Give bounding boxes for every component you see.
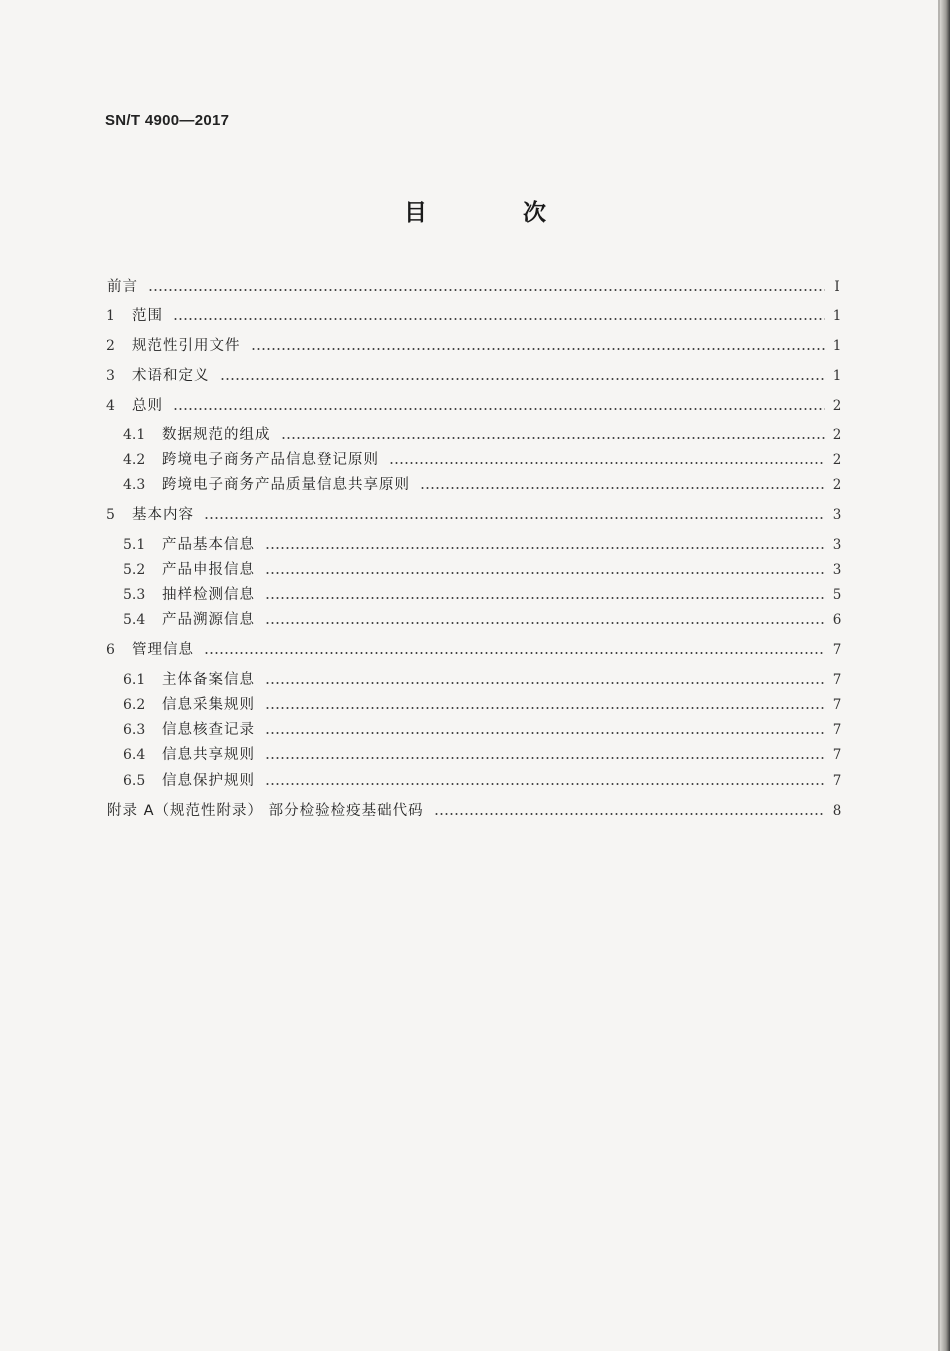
toc-entry[interactable] bbox=[0, 396, 950, 416]
toc-entry-label: 信息采集规则 bbox=[162, 697, 255, 713]
toc-entry-number: 1 bbox=[106, 308, 115, 324]
toc-leader-dots bbox=[265, 732, 825, 734]
toc-leader-dots bbox=[265, 597, 825, 599]
toc-entry-label: 信息共享规则 bbox=[162, 747, 255, 763]
toc-entry-label: 数据规范的组成 bbox=[162, 427, 271, 443]
toc-leader-dots bbox=[265, 682, 825, 684]
toc-leader-dots bbox=[265, 757, 825, 759]
toc-entry-label: 基本内容 bbox=[132, 507, 194, 523]
toc-entry-page: 7 bbox=[832, 722, 842, 738]
toc-entry-page: 7 bbox=[832, 697, 842, 713]
toc-entry-label: 附录 A（规范性附录） 部分检验检疫基础代码 bbox=[107, 803, 424, 819]
toc-entry-number: 5.3 bbox=[123, 587, 146, 603]
toc-entry-number: 6.4 bbox=[123, 747, 146, 763]
toc-entry[interactable] bbox=[0, 366, 950, 386]
toc-leader-dots bbox=[265, 547, 825, 549]
toc-entry-label: 前言 bbox=[107, 279, 138, 295]
toc-entry-number: 3 bbox=[106, 368, 115, 384]
toc-entry-page: 2 bbox=[832, 427, 842, 443]
toc-leader-dots bbox=[265, 707, 825, 709]
toc-entry-number: 6.3 bbox=[123, 722, 146, 738]
toc-entry[interactable] bbox=[0, 336, 950, 356]
toc-entry-number: 4.3 bbox=[123, 477, 146, 493]
toc-entry-number: 6 bbox=[106, 642, 115, 658]
toc-leader-dots bbox=[220, 378, 826, 380]
toc-entry-label: 跨境电子商务产品质量信息共享原则 bbox=[162, 477, 410, 493]
toc-entry[interactable] bbox=[0, 560, 950, 580]
toc-entry-number: 5.2 bbox=[123, 562, 146, 578]
toc-leader-dots bbox=[148, 289, 825, 291]
toc-entry[interactable] bbox=[0, 771, 950, 791]
toc-entry-page: 6 bbox=[832, 612, 842, 628]
toc-entry-page: 7 bbox=[832, 773, 842, 789]
toc-entry-number: 6.2 bbox=[123, 697, 146, 713]
toc-entry-page: I bbox=[834, 279, 840, 295]
toc-entry-page: 2 bbox=[832, 398, 842, 414]
toc-entry[interactable] bbox=[0, 720, 950, 740]
toc-entry-page: 8 bbox=[832, 803, 842, 819]
toc-entry-label: 范围 bbox=[132, 308, 163, 324]
toc-entry-label: 主体备案信息 bbox=[162, 672, 255, 688]
toc-entry-number: 6.5 bbox=[123, 773, 146, 789]
toc-entry-label: 信息保护规则 bbox=[162, 773, 255, 789]
toc-entry[interactable] bbox=[0, 306, 950, 326]
toc-entry-label: 管理信息 bbox=[132, 642, 194, 658]
toc-entry-label: 产品申报信息 bbox=[162, 562, 255, 578]
toc-entry-page: 2 bbox=[832, 477, 842, 493]
toc-entry-label: 产品基本信息 bbox=[162, 537, 255, 553]
toc-entry[interactable] bbox=[0, 585, 950, 605]
toc-entry-number: 6.1 bbox=[123, 672, 146, 688]
toc-entry[interactable] bbox=[0, 695, 950, 715]
standard-number: SN/T 4900—2017 bbox=[105, 112, 230, 129]
toc-entry-number: 4.1 bbox=[123, 427, 146, 443]
toc-leader-dots bbox=[420, 487, 825, 489]
toc-entry-label: 总则 bbox=[132, 398, 163, 414]
toc-leader-dots bbox=[281, 437, 826, 439]
toc-entry-page: 1 bbox=[832, 308, 842, 324]
toc-leader-dots bbox=[173, 318, 825, 320]
toc-entry[interactable] bbox=[0, 535, 950, 555]
toc-entry-page: 3 bbox=[832, 507, 842, 523]
toc-entry-label: 产品溯源信息 bbox=[162, 612, 255, 628]
toc-entry-number: 4 bbox=[106, 398, 115, 414]
toc-leader-dots bbox=[389, 462, 825, 464]
toc-leader-dots bbox=[265, 572, 825, 574]
toc-entry-page: 1 bbox=[832, 368, 842, 384]
toc-leader-dots bbox=[434, 813, 825, 815]
toc-entry[interactable] bbox=[0, 670, 950, 690]
toc-leader-dots bbox=[204, 517, 825, 519]
toc-entry-page: 5 bbox=[832, 587, 842, 603]
toc-entry-page: 3 bbox=[832, 537, 842, 553]
toc-leader-dots bbox=[173, 408, 825, 410]
toc-leader-dots bbox=[251, 348, 826, 350]
toc-entry-label: 抽样检测信息 bbox=[162, 587, 255, 603]
toc-entry[interactable] bbox=[0, 475, 950, 495]
toc-entry-number: 5.1 bbox=[123, 537, 146, 553]
toc-entry[interactable] bbox=[0, 640, 950, 660]
scan-edge-shadow bbox=[940, 0, 950, 1351]
toc-entry-page: 7 bbox=[832, 642, 842, 658]
toc-entry[interactable] bbox=[0, 425, 950, 445]
toc-entry[interactable] bbox=[0, 745, 950, 765]
toc-entry-page: 7 bbox=[832, 672, 842, 688]
toc-leader-dots bbox=[204, 652, 825, 654]
toc-entry[interactable] bbox=[0, 277, 950, 297]
toc-entry-label: 跨境电子商务产品信息登记原则 bbox=[162, 452, 379, 468]
toc-entry-number: 2 bbox=[106, 338, 115, 354]
toc-entry-page: 7 bbox=[832, 747, 842, 763]
toc-entry-page: 1 bbox=[832, 338, 842, 354]
toc-entry-label: 规范性引用文件 bbox=[132, 338, 241, 354]
toc-entry-label: 术语和定义 bbox=[132, 368, 210, 384]
toc-entry-label: 信息核查记录 bbox=[162, 722, 255, 738]
toc-entry-number: 4.2 bbox=[123, 452, 146, 468]
toc-entry[interactable] bbox=[0, 505, 950, 525]
toc-entry-page: 2 bbox=[832, 452, 842, 468]
toc-leader-dots bbox=[265, 622, 825, 624]
toc-leader-dots bbox=[265, 783, 825, 785]
toc-entry[interactable] bbox=[0, 610, 950, 630]
toc-entry-page: 3 bbox=[832, 562, 842, 578]
toc-entry-number: 5 bbox=[106, 507, 115, 523]
toc-entry[interactable] bbox=[0, 450, 950, 470]
toc-entry[interactable] bbox=[0, 801, 950, 821]
toc-entry-number: 5.4 bbox=[123, 612, 146, 628]
toc-title: 目 次 bbox=[403, 200, 590, 226]
